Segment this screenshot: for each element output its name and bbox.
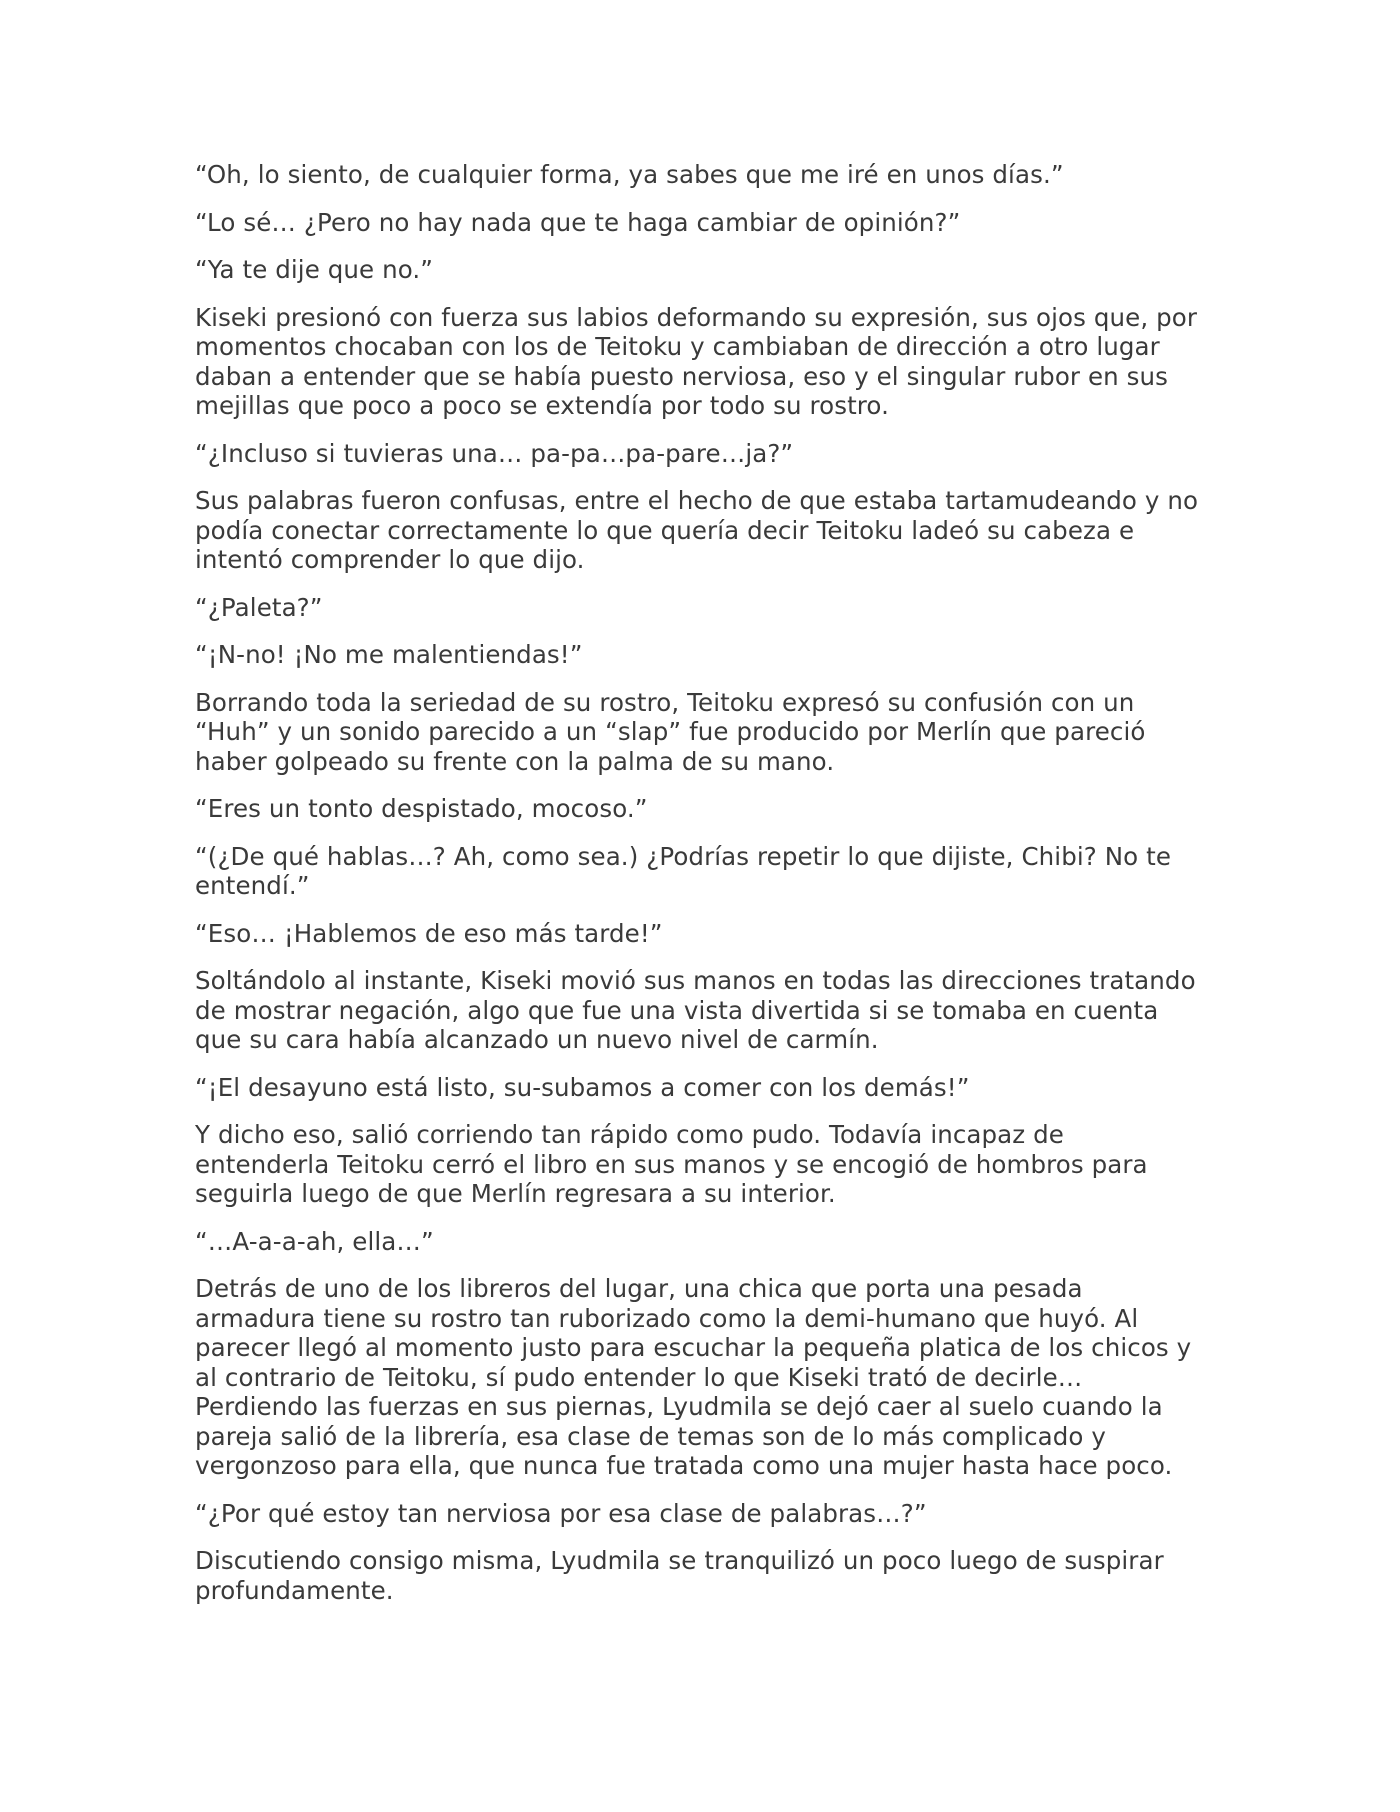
document-body xyxy=(195,160,1205,1623)
paragraph: “¡El desayuno está listo, su-subamos a comer con los demás!” xyxy=(195,1072,970,1102)
paragraph: Borrando toda la seriedad de su rostro, Teitoku expresó su confusión con un “Huh” y un sonido parecido a un “slap” fue producido por Merlín que pareció haber golpeado su frente con la palma de su mano. xyxy=(195,687,1146,776)
paragraph: Sus palabras fueron confusas, entre el hecho de que estaba tartamudeando y no podía conectar correctamente lo que quería decir Teitoku ladeó su cabeza e intentó comprender lo que dijo. xyxy=(195,486,1199,574)
paragraph: Detrás de uno de los libreros del lugar, una chica que porta una pesada armadura tiene su rostro tan ruborizado como la demi-humano que huyó. Al parecer llegó al momento justo para escuchar la pequeña platica de los chicos y al contrario de Teitoku, sí pudo entender lo que Kiseki trató de decirle… Perdiendo las fuerzas en sus piernas, Lyudmila se dejó caer al suelo cuando la pareja salió de la librería, esa clase de temas son de lo más complicado y vergonzoso para ella, que nunca fue tratada como una mujer hasta hace poco. xyxy=(195,1274,1192,1480)
paragraph: “Ya te dije que no.” xyxy=(195,255,434,284)
paragraph: “Eso… ¡Hablemos de eso más tarde!” xyxy=(195,918,663,948)
paragraph: “Eres un tonto despistado, mocoso.” xyxy=(195,794,648,823)
paragraph: Discutiendo consigo misma, Lyudmila se tranquilizó un poco luego de suspirar profundamente. xyxy=(195,1546,1164,1605)
paragraph: “¡N-no! ¡No me malentiendas!” xyxy=(195,640,583,669)
paragraph: “¿Por qué estoy tan nerviosa por esa clase de palabras…?” xyxy=(195,1498,927,1528)
paragraph: Y dicho eso, salió corriendo tan rápido como pudo. Todavía incapaz de entenderla Teitoku cerró el libro en sus manos y se encogió de hombros para seguirla luego de que Merlín regresara a su interior. xyxy=(195,1120,1148,1208)
paragraph: “¿Paleta?” xyxy=(195,592,323,622)
paragraph: “(¿De qué hablas…? Ah, como sea.) ¿Podrías repetir lo que dijiste, Chibi? No te entendí.” xyxy=(195,841,1172,900)
paragraph: Soltándolo al instante, Kiseki movió sus manos en todas las direcciones tratando de mostrar negación, algo que fue una vista divertida si se tomaba en cuenta que su cara había alcanzado un nuevo nivel de carmín. xyxy=(195,966,1196,1054)
paragraph: “Oh, lo siento, de cualquier forma, ya sabes que me iré en unos días.” xyxy=(195,160,1064,189)
paragraph: “Lo sé… ¿Pero no hay nada que te haga cambiar de opinión?” xyxy=(195,207,961,237)
paragraph: “…A-a-a-ah, ella…” xyxy=(195,1226,434,1256)
paragraph: “¿Incluso si tuvieras una… pa-pa…pa-pare…ja?” xyxy=(195,438,794,468)
paragraph: Kiseki presionó con fuerza sus labios deformando su expresión, sus ojos que, por momentos chocaban con los de Teitoku y cambiaban de dirección a otro lugar daban a entender que se había puesto nerviosa, eso y el singular rubor en sus mejillas que poco a poco se extendía por todo su rostro. xyxy=(195,302,1198,420)
